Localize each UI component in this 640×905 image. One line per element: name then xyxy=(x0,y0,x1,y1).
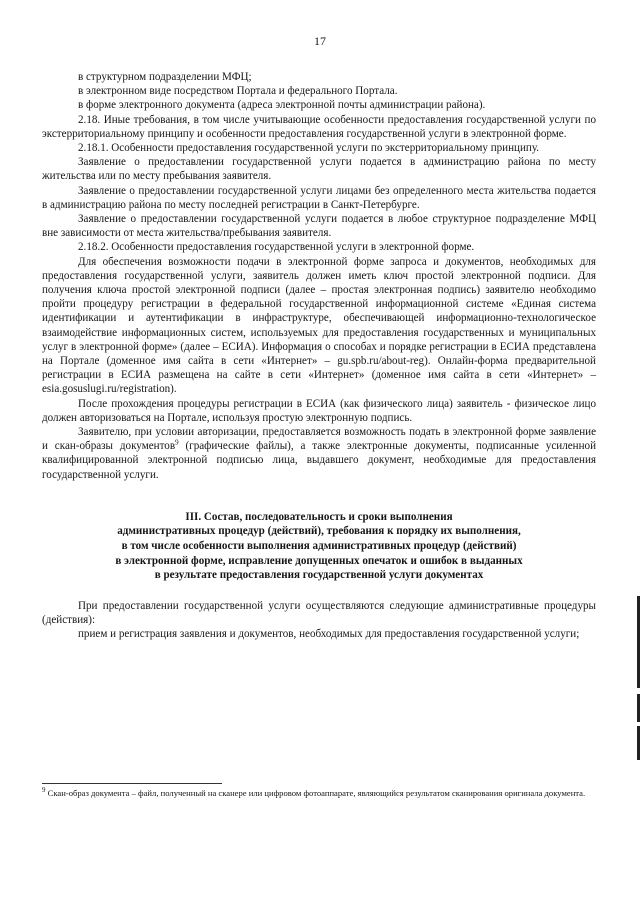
footnote xyxy=(42,788,596,799)
paragraph: в структурном подразделении МФЦ; xyxy=(78,71,252,83)
paragraph: в электронном виде посредством Портала и федерального Портала. xyxy=(78,85,398,98)
paragraph: Заявление о предоставлении государственной услуги подается в любое структурное подразделение МФЦ вне зависимости от места жительства/пребывания заявителя. xyxy=(42,213,596,240)
document-body xyxy=(42,70,596,641)
paragraph: 2.18. Иные требования, в том числе учитывающие особенности предоставления государственной услуги по экстерриториальному принципу и особенности предоставления государственной услуги в электронной форме. xyxy=(42,113,596,140)
heading-line: административных процедур (действий), требования к порядку их выполнения, xyxy=(117,525,521,538)
paragraph: в форме электронного документа (адреса электронной почты администрации района). xyxy=(78,99,486,112)
section-heading xyxy=(42,510,596,583)
paragraph-list xyxy=(42,70,596,482)
paragraph: 2.18.2. Особенности предоставления государственной услуги в электронной форме. xyxy=(78,241,475,254)
footnote-divider xyxy=(42,783,222,784)
heading-line: в том числе особенности выполнения административных процедур (действий) xyxy=(121,540,517,553)
paragraph: Заявление о предоставлении государственной услуги лицами без определенного места жительства подается в администрацию района по месту последней регистрации в Санкт-Петербурге. xyxy=(42,184,596,211)
paragraph: При предоставлении государственной услуги осуществляются следующие административные процедуры (действия): xyxy=(42,599,596,627)
paragraph: Заявление о предоставлении государственной услуги подается в администрацию района по месту жительства или по месту пребывания заявителя. xyxy=(42,156,596,183)
paragraph: прием и регистрация заявления и документов, необходимых для предоставления государственной услуги; xyxy=(78,628,580,641)
paragraph-scan-images xyxy=(42,425,596,482)
paragraph: После прохождения процедуры регистрации в ЕСИА (как физического лица) заявитель - физическое лицо должен авторизоваться на Портале, используя простую электронную подпись. xyxy=(42,397,596,424)
footnote-text: Скан-образ документа – файл, полученный на сканере или цифровом фотоаппарате, являющийся результатом сканирования оригинала документа. xyxy=(45,788,586,798)
paragraph: Для обеспечения возможности подачи в электронной форме запроса и документов, необходимых для предоставления государственной услуги, заявитель должен иметь ключ простой электронной подписи. Для получения ключа простой электронной подписи (далее – простая электронная подпись) заявителю необходимо пройти процедуру регистрации в федеральной государственной информационной системе «Единая система идентификации и аутентификации в инфраструктуре, обеспечивающей информационно-технологическое взаимодействие информационных систем, используемых для предоставления государственных и муниципальных услуг в электронной форме» (далее – ЕСИА). Информация о способах и порядке регистрации в ЕСИА представлена на Портале (доменное имя сайта в сети «Интернет» – gu.spb.ru/about-reg). Онлайн-форма предварительной регистрации в ЕСИА размещена на сайте в сети «Интернет» (доменное имя сайта в сети «Интернет» – esia.gosuslugi.ru/registration). xyxy=(42,255,596,396)
heading-line: в электронной форме, исправление допущенных опечаток и ошибок в выданных xyxy=(115,554,523,567)
after-heading-list xyxy=(42,599,596,642)
heading-line: в результате предоставления государственной услуги документах xyxy=(154,569,484,582)
paragraph-text-before: Заявителю, при условии авторизации, предоставляется возможность подать в электронной форме заявление и скан-образы документов xyxy=(42,426,596,453)
paragraph-text-after: (графические файлы), а также электронные документы, подписанные усиленной квалифицированной электронной подписью лица, выдавшего документ, необходимые для предоставления государственной услуги. xyxy=(42,440,597,481)
footnote-ref: 9 xyxy=(175,438,179,447)
footnote-marker: 9 xyxy=(42,786,46,795)
heading-line: III. Состав, последовательность и сроки выполнения xyxy=(185,510,453,523)
paragraph: 2.18.1. Особенности предоставления государственной услуги по экстерриториальному принципу. xyxy=(78,142,540,155)
page-number: 17 xyxy=(314,34,326,48)
